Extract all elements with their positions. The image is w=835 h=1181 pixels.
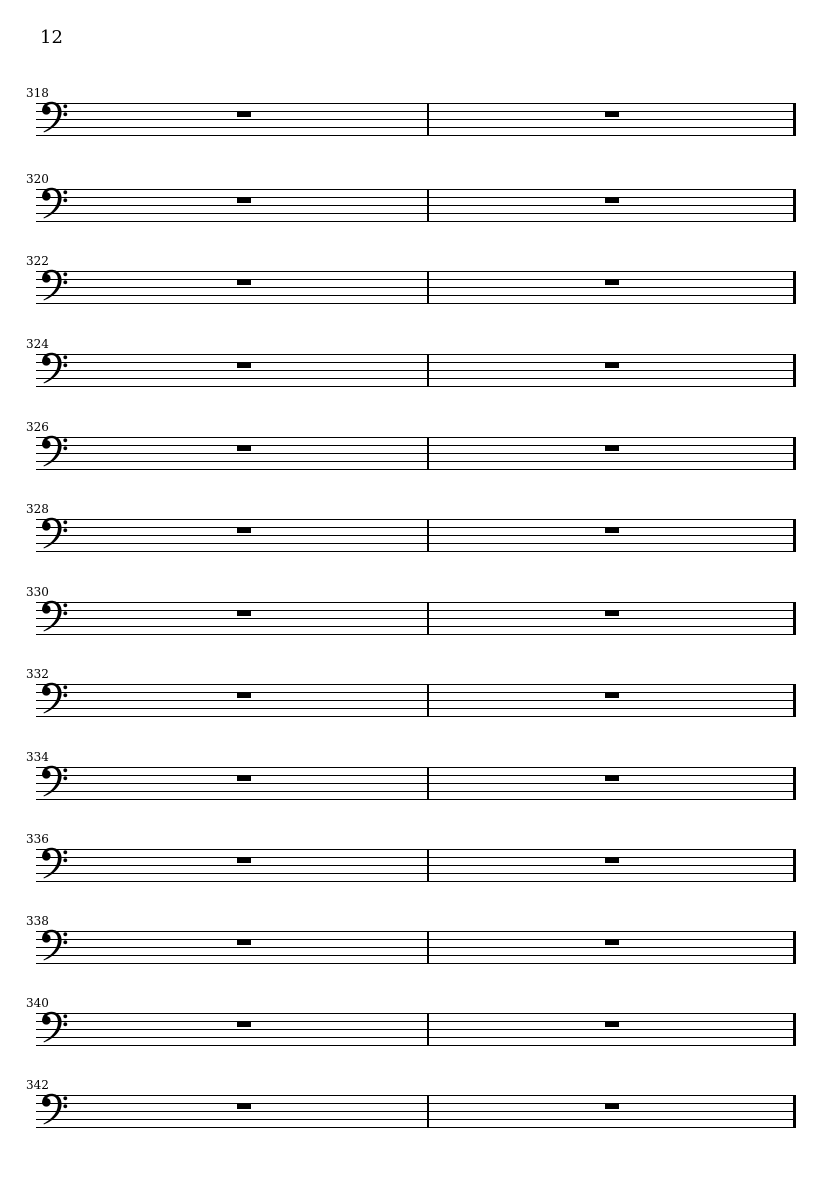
end-barline <box>793 1095 796 1128</box>
whole-rest-icon <box>605 775 619 781</box>
staff-line <box>36 767 796 768</box>
staff-line <box>36 1037 796 1038</box>
whole-rest-icon <box>605 1103 619 1109</box>
measure-number: 342 <box>26 1078 49 1092</box>
bass-clef-icon <box>41 435 69 467</box>
bass-clef-icon <box>41 682 69 714</box>
staff-line <box>36 955 796 956</box>
staff-line <box>36 469 796 470</box>
staff-line <box>36 857 796 858</box>
staff-line <box>36 873 796 874</box>
end-barline <box>793 519 796 552</box>
staff-line <box>36 271 796 272</box>
staff-line <box>36 197 796 198</box>
staff-system <box>0 750 835 801</box>
staff-line <box>36 783 796 784</box>
staff-line <box>36 111 796 112</box>
staff-line <box>36 386 796 387</box>
staff-line <box>36 1021 796 1022</box>
staff <box>36 437 796 470</box>
whole-rest-icon <box>237 610 251 616</box>
staff <box>36 354 796 387</box>
staff-line <box>36 618 796 619</box>
end-barline <box>793 931 796 964</box>
staff-system <box>0 254 835 305</box>
staff-line <box>36 1103 796 1104</box>
staff-line <box>36 947 796 948</box>
staff-line <box>36 939 796 940</box>
staff <box>36 931 796 964</box>
staff-line <box>36 602 796 603</box>
staff <box>36 684 796 717</box>
staff-line <box>36 221 796 222</box>
staff-system <box>0 832 835 883</box>
staff <box>36 1095 796 1128</box>
whole-rest-icon <box>237 197 251 203</box>
bass-clef-icon <box>41 600 69 632</box>
staff-line <box>36 543 796 544</box>
staff <box>36 1013 796 1046</box>
whole-rest-icon <box>237 775 251 781</box>
staff-line <box>36 127 796 128</box>
staff-line <box>36 799 796 800</box>
staff-line <box>36 303 796 304</box>
measure-number: 324 <box>26 337 49 351</box>
end-barline <box>793 189 796 222</box>
end-barline <box>793 602 796 635</box>
bass-clef-icon <box>41 765 69 797</box>
staff-system <box>0 420 835 471</box>
measure-number: 322 <box>26 254 49 268</box>
staff-system <box>0 667 835 718</box>
whole-rest-icon <box>237 857 251 863</box>
staff-line <box>36 213 796 214</box>
whole-rest-icon <box>605 857 619 863</box>
staff-line <box>36 684 796 685</box>
staff <box>36 189 796 222</box>
staff-line <box>36 1045 796 1046</box>
whole-rest-icon <box>605 362 619 368</box>
staff-line <box>36 1029 796 1030</box>
staff-line <box>36 453 796 454</box>
bass-clef-icon <box>41 929 69 961</box>
barline <box>427 103 429 136</box>
staff-line <box>36 1111 796 1112</box>
whole-rest-icon <box>605 279 619 285</box>
staff-line <box>36 205 796 206</box>
barline <box>427 602 429 635</box>
staff-line <box>36 527 796 528</box>
staff-line <box>36 135 796 136</box>
staff-line <box>36 279 796 280</box>
whole-rest-icon <box>605 1021 619 1027</box>
measure-number: 330 <box>26 585 49 599</box>
measure-number: 320 <box>26 172 49 186</box>
staff-line <box>36 461 796 462</box>
staff <box>36 271 796 304</box>
staff-line <box>36 535 796 536</box>
staff-line <box>36 849 796 850</box>
whole-rest-icon <box>237 111 251 117</box>
staff-line <box>36 881 796 882</box>
page-number: 12 <box>40 27 63 48</box>
staff-system <box>0 585 835 636</box>
staff-line <box>36 775 796 776</box>
whole-rest-icon <box>605 197 619 203</box>
barline <box>427 684 429 717</box>
end-barline <box>793 271 796 304</box>
staff-system <box>0 502 835 553</box>
staff-line <box>36 362 796 363</box>
barline <box>427 189 429 222</box>
staff-line <box>36 1013 796 1014</box>
staff-system <box>0 86 835 137</box>
staff-line <box>36 1119 796 1120</box>
end-barline <box>793 684 796 717</box>
bass-clef-icon <box>41 101 69 133</box>
whole-rest-icon <box>237 692 251 698</box>
staff-line <box>36 519 796 520</box>
staff-system <box>0 337 835 388</box>
end-barline <box>793 849 796 882</box>
bass-clef-icon <box>41 517 69 549</box>
measure-number: 336 <box>26 832 49 846</box>
staff-line <box>36 963 796 964</box>
barline <box>427 1095 429 1128</box>
whole-rest-icon <box>237 362 251 368</box>
whole-rest-icon <box>237 1021 251 1027</box>
staff-line <box>36 445 796 446</box>
staff-line <box>36 103 796 104</box>
staff-line <box>36 865 796 866</box>
end-barline <box>793 354 796 387</box>
bass-clef-icon <box>41 352 69 384</box>
measure-number: 338 <box>26 914 49 928</box>
end-barline <box>793 1013 796 1046</box>
staff <box>36 849 796 882</box>
bass-clef-icon <box>41 1093 69 1125</box>
barline <box>427 1013 429 1046</box>
end-barline <box>793 103 796 136</box>
staff-line <box>36 700 796 701</box>
staff-line <box>36 692 796 693</box>
whole-rest-icon <box>605 610 619 616</box>
whole-rest-icon <box>605 111 619 117</box>
staff-line <box>36 791 796 792</box>
staff-system <box>0 1078 835 1129</box>
staff-line <box>36 551 796 552</box>
bass-clef-icon <box>41 269 69 301</box>
staff-line <box>36 287 796 288</box>
staff <box>36 767 796 800</box>
measure-number: 340 <box>26 996 49 1010</box>
measure-number: 332 <box>26 667 49 681</box>
staff-system <box>0 172 835 223</box>
staff <box>36 602 796 635</box>
end-barline <box>793 767 796 800</box>
whole-rest-icon <box>237 1103 251 1109</box>
bass-clef-icon <box>41 187 69 219</box>
staff-system <box>0 996 835 1047</box>
whole-rest-icon <box>605 527 619 533</box>
staff-line <box>36 716 796 717</box>
staff-system <box>0 914 835 965</box>
measure-number: 328 <box>26 502 49 516</box>
whole-rest-icon <box>237 527 251 533</box>
staff-line <box>36 378 796 379</box>
barline <box>427 519 429 552</box>
staff-line <box>36 610 796 611</box>
staff-line <box>36 708 796 709</box>
barline <box>427 437 429 470</box>
measure-number: 334 <box>26 750 49 764</box>
staff-line <box>36 119 796 120</box>
whole-rest-icon <box>605 692 619 698</box>
staff-line <box>36 634 796 635</box>
measure-number: 326 <box>26 420 49 434</box>
staff-line <box>36 437 796 438</box>
staff-line <box>36 295 796 296</box>
staff <box>36 519 796 552</box>
staff-line <box>36 626 796 627</box>
barline <box>427 354 429 387</box>
barline <box>427 767 429 800</box>
barline <box>427 271 429 304</box>
whole-rest-icon <box>237 939 251 945</box>
bass-clef-icon <box>41 847 69 879</box>
end-barline <box>793 437 796 470</box>
whole-rest-icon <box>237 445 251 451</box>
staff <box>36 103 796 136</box>
staff-line <box>36 189 796 190</box>
barline <box>427 931 429 964</box>
bass-clef-icon <box>41 1011 69 1043</box>
staff-line <box>36 931 796 932</box>
whole-rest-icon <box>605 445 619 451</box>
whole-rest-icon <box>605 939 619 945</box>
whole-rest-icon <box>237 279 251 285</box>
staff-line <box>36 1127 796 1128</box>
measure-number: 318 <box>26 86 49 100</box>
staff-line <box>36 1095 796 1096</box>
barline <box>427 849 429 882</box>
staff-line <box>36 354 796 355</box>
staff-line <box>36 370 796 371</box>
